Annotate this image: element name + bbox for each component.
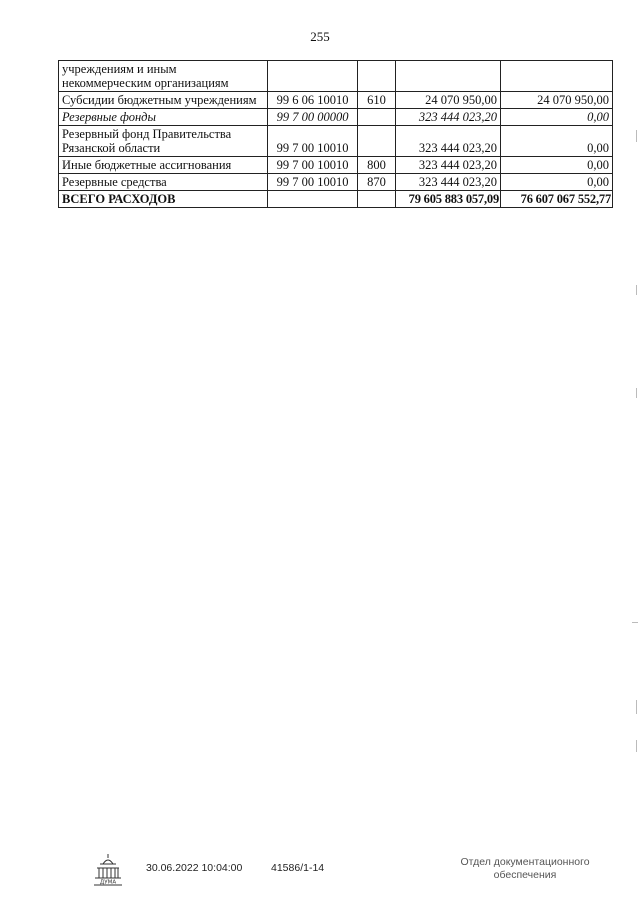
row-code [268,61,358,92]
row-sum2: 0,00 [501,174,613,191]
row-name: Резервные средства [59,174,268,191]
row-sum2: 76 607 067 552,77 [501,191,613,208]
row-code: 99 7 00 10010 [268,126,358,157]
row-code: 99 7 00 10010 [268,174,358,191]
row-code: 99 6 06 10010 [268,92,358,109]
row-type [358,109,396,126]
budget-table [58,60,613,208]
stamp-line-1: Отдел документационного [460,856,590,868]
row-name: учреждениям и иным некоммерческим организациям [59,61,268,92]
footer-datetime: 30.06.2022 10:04:00 [146,862,243,874]
table-row [59,61,613,92]
row-name: Резервные фонды [59,109,268,126]
row-type: 800 [358,157,396,174]
table-row [59,157,613,174]
table-row [59,126,613,157]
department-stamp [440,856,610,882]
table-row [59,109,613,126]
scan-mark [636,700,637,714]
row-sum1: 323 444 023,20 [396,174,501,191]
stamp-line-2: обеспечения [493,869,557,881]
row-type: 610 [358,92,396,109]
row-code: 99 7 00 00000 [268,109,358,126]
row-sum2: 0,00 [501,126,613,157]
row-sum2: 0,00 [501,109,613,126]
table-row-total [59,191,613,208]
row-name: ВСЕГО РАСХОДОВ [59,191,268,208]
scan-mark [636,285,637,295]
row-sum1 [396,61,501,92]
scan-mark [636,130,637,142]
row-sum1: 323 444 023,20 [396,126,501,157]
table-row [59,174,613,191]
row-type [358,191,396,208]
row-sum1: 79 605 883 057,09 [396,191,501,208]
row-sum1: 323 444 023,20 [396,109,501,126]
page-number: 255 [310,29,330,44]
footer-doc-number: 41586/1-14 [271,862,325,874]
logo-text: ДУМА [99,879,117,886]
scan-mark [636,740,637,752]
table-row [59,92,613,109]
row-sum2: 0,00 [501,157,613,174]
duma-logo-icon [91,852,125,888]
row-type: 870 [358,174,396,191]
row-sum2: 24 070 950,00 [501,92,613,109]
row-name: Иные бюджетные ассигнования [59,157,268,174]
row-sum2 [501,61,613,92]
row-type [358,61,396,92]
row-name: Резервный фонд Правительства Рязанской области [59,126,268,157]
scan-mark [636,388,637,398]
row-code: 99 7 00 10010 [268,157,358,174]
row-type [358,126,396,157]
row-code [268,191,358,208]
row-sum1: 323 444 023,20 [396,157,501,174]
row-name: Субсидии бюджетным учреждениям [59,92,268,109]
row-sum1: 24 070 950,00 [396,92,501,109]
scan-mark [632,622,638,623]
